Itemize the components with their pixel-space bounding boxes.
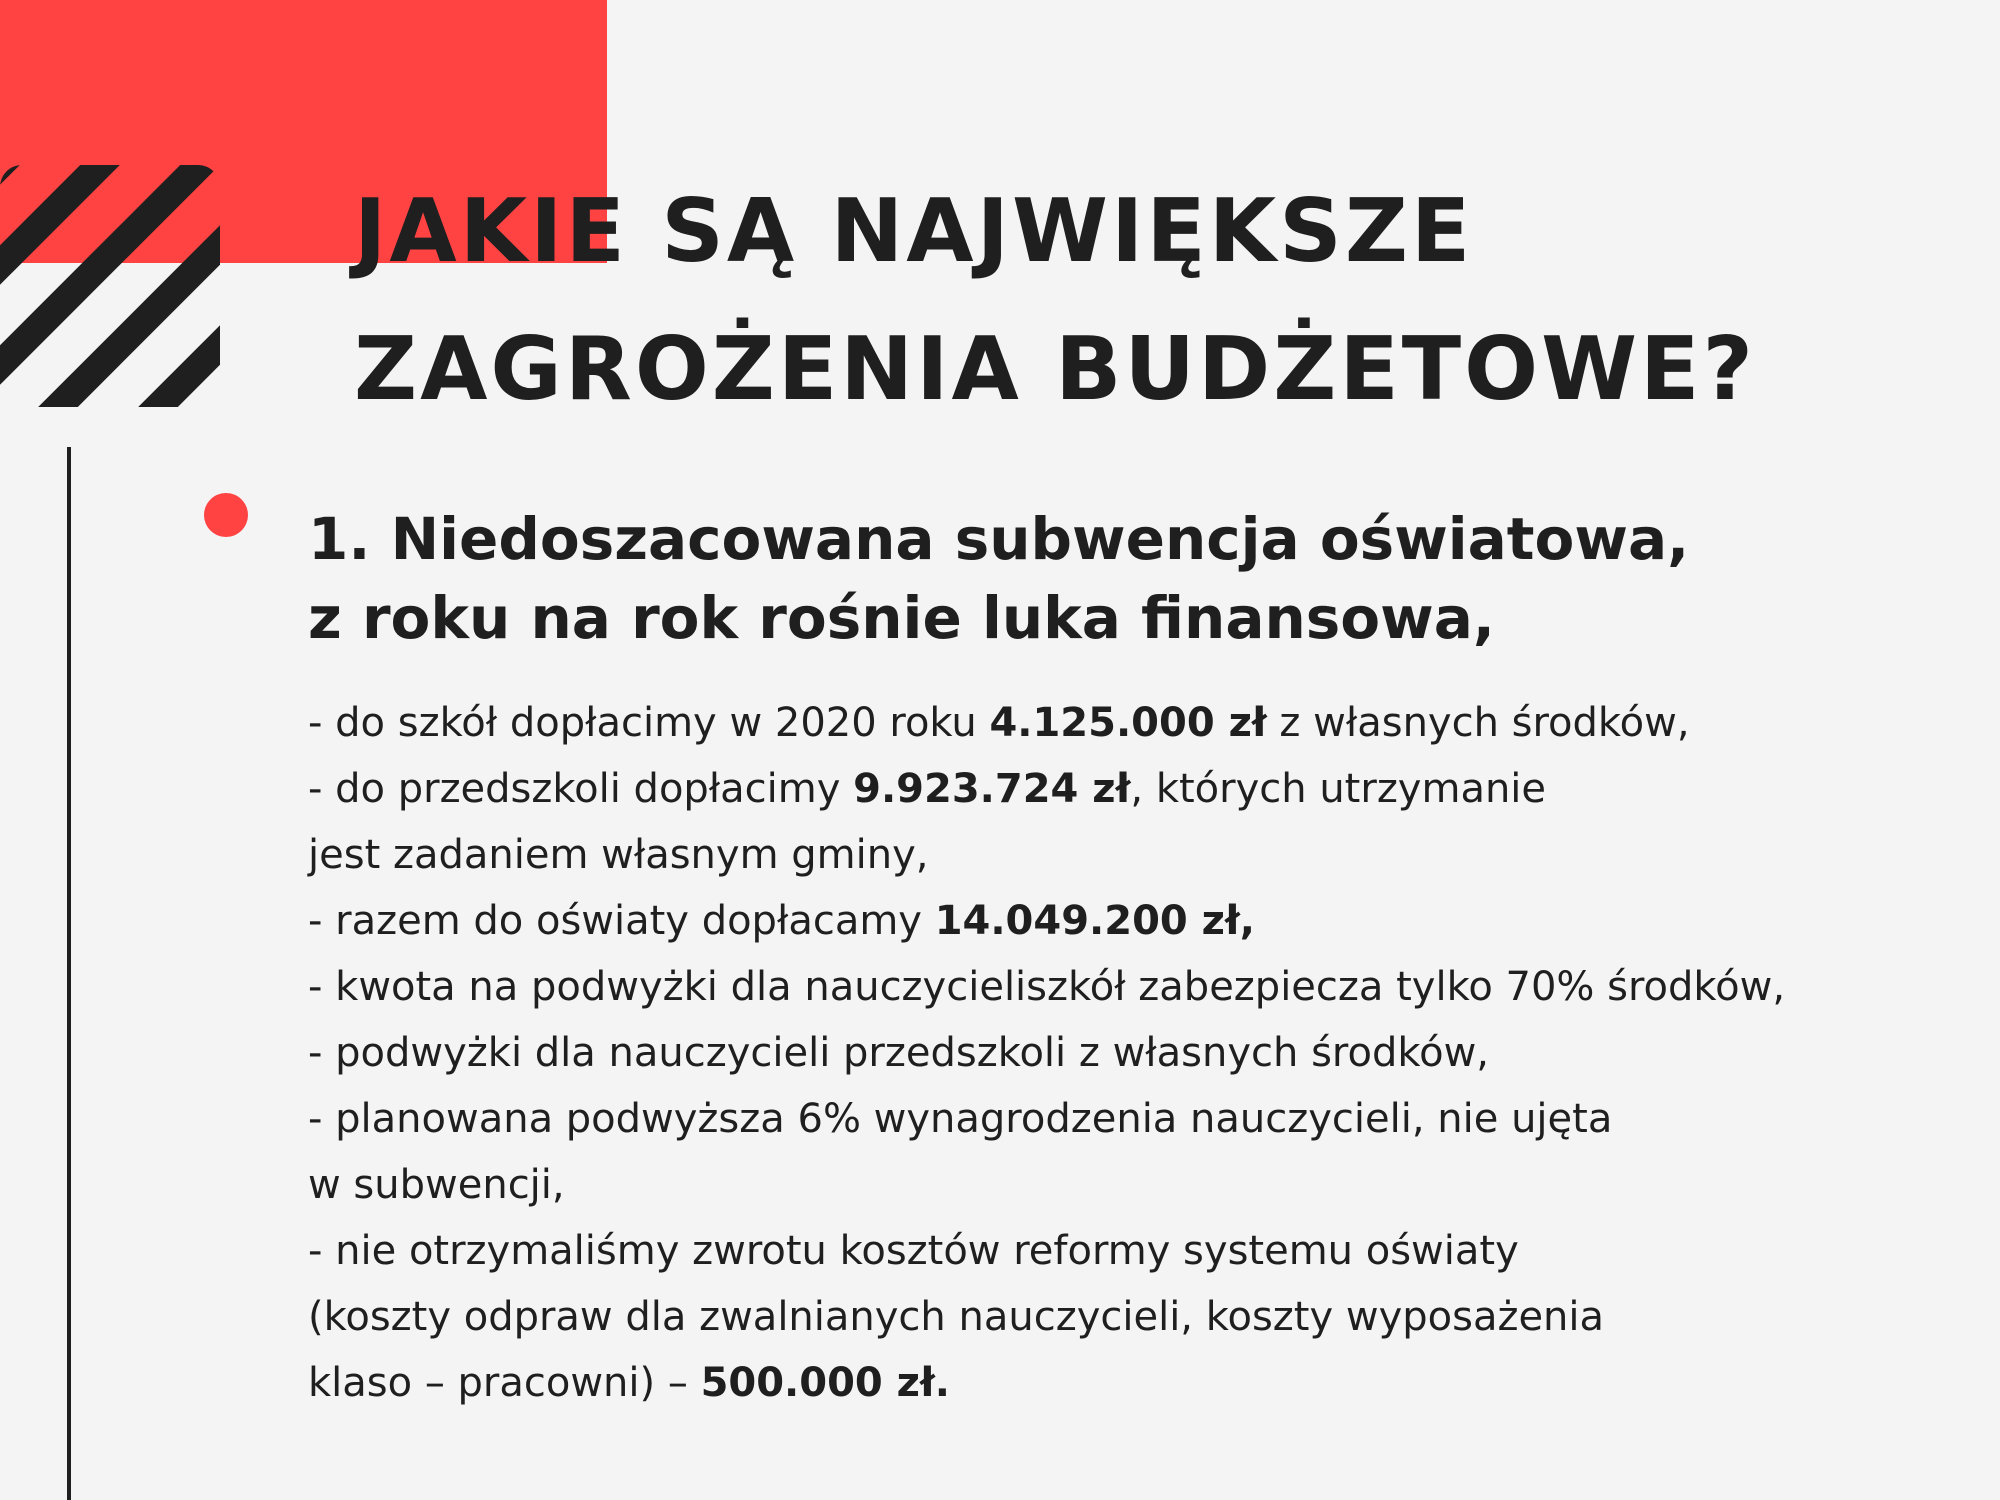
body-line: (koszty odpraw dla zwalnianych nauczycieli, koszty wyposażenia (308, 1294, 1605, 1340)
body-line-schools (308, 690, 1785, 756)
text-segment: - do szkół dopłacimy w 2020 roku (308, 700, 990, 746)
text-segment: klaso – pracowni) – (308, 1360, 701, 1406)
body-line: - kwota na podwyżki dla nauczycieliszkół zabezpiecza tylko 70% środków, (308, 964, 1786, 1010)
body-line-reform (308, 1350, 1785, 1416)
body-line-preschools (308, 756, 1785, 822)
text-segment: z własnych środków, (1266, 700, 1690, 746)
body-text (308, 690, 1785, 1416)
page-title (354, 162, 1756, 438)
section-heading (308, 500, 1689, 658)
body-line: - nie otrzymaliśmy zwrotu kosztów reformy systemu oświaty (308, 1228, 1519, 1274)
section-heading-line-1: 1. Niedoszacowana subwencja oświatowa, (308, 505, 1690, 573)
text-segment: - do przedszkoli dopłacimy (308, 766, 854, 812)
text-segment: , których utrzymanie (1130, 766, 1547, 812)
bullet-dot-icon (204, 493, 248, 537)
diagonal-stripes-decoration (0, 165, 220, 407)
amount-reform: 500.000 zł. (700, 1360, 950, 1406)
page-title-line-2: ZAGROŻENIA BUDŻETOWE? (354, 318, 1756, 420)
section-heading-line-2: z roku na rok rośnie luka finansowa, (308, 584, 1495, 652)
amount-schools: 4.125.000 zł (989, 700, 1267, 746)
body-line: - podwyżki dla nauczycieli przedszkoli z własnych środków, (308, 1030, 1489, 1076)
amount-total: 14.049.200 zł, (934, 898, 1255, 944)
vertical-divider-line (67, 447, 71, 1500)
body-line: w subwencji, (308, 1162, 565, 1208)
body-line: jest zadaniem własnym gminy, (308, 832, 929, 878)
page-title-line-1: JAKIE SĄ NAJWIĘKSZE (354, 180, 1474, 282)
body-line: - planowana podwyższa 6% wynagrodzenia nauczycieli, nie ujęta (308, 1096, 1613, 1142)
text-segment: - razem do oświaty dopłacamy (308, 898, 935, 944)
body-line-total (308, 888, 1785, 954)
amount-preschools: 9.923.724 zł (853, 766, 1131, 812)
